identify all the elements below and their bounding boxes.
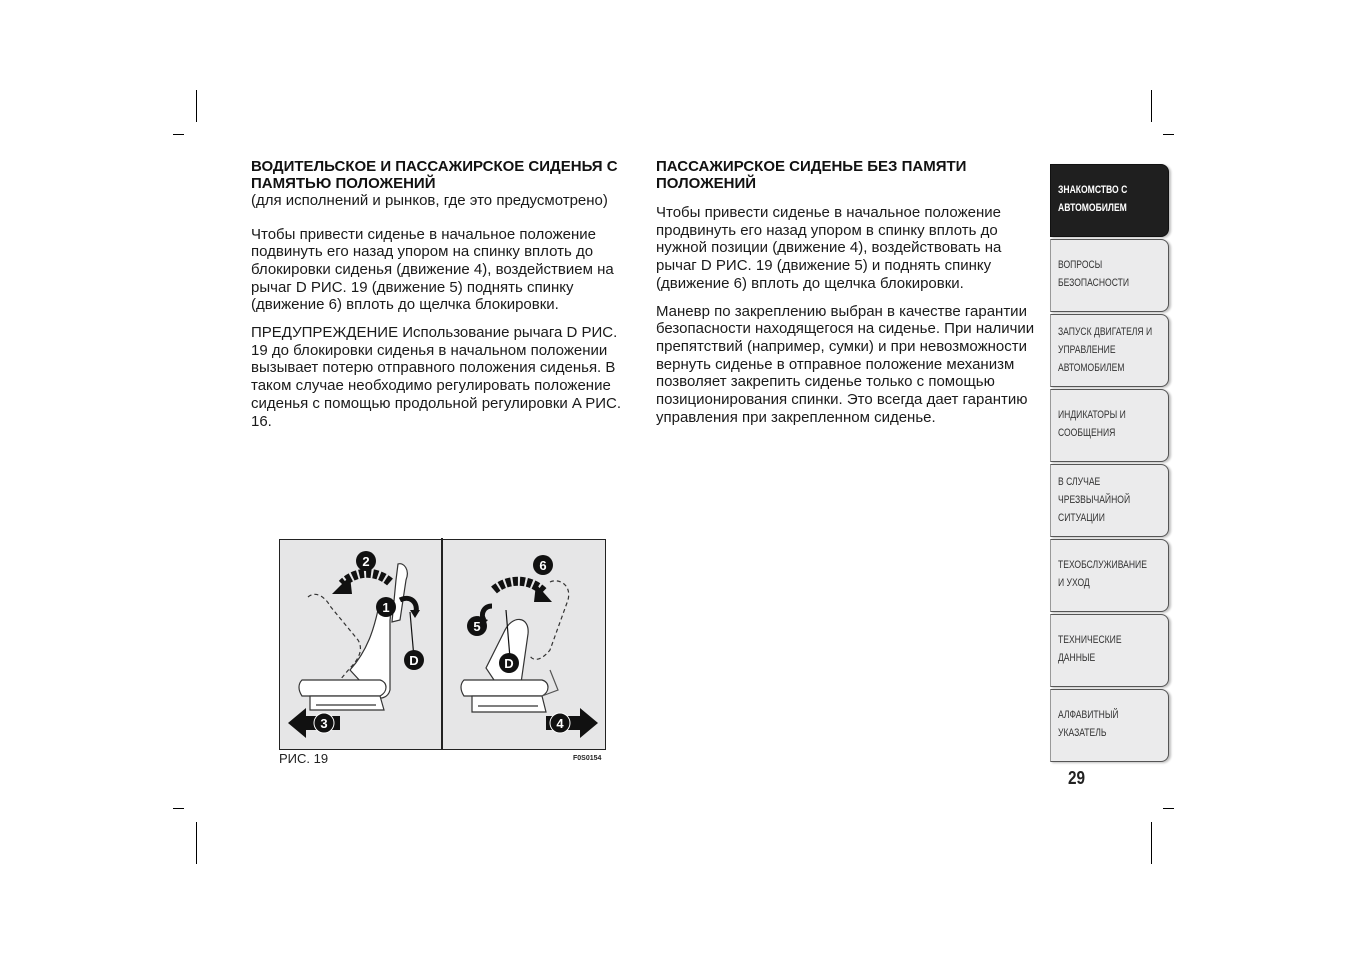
page-number: 29 [1068, 768, 1086, 788]
svg-text:D: D [409, 653, 419, 668]
figure-caption: РИС. 19 [279, 751, 329, 766]
crop-mark [1151, 822, 1152, 864]
body-paragraph: Маневр по закреплению выбран в качестве гарантии безопасности находящегося на сиденье. При наличии препятствий (например, сумки) и при невозможности вернуть сиденье в отправное положение механизм позволяет закрепить сиденье только с помощью позиционирования спинки. Это всегда дает гарантию управления при закрепленном сиденье. [656, 302, 1035, 426]
tab-technical-data[interactable] [1050, 614, 1169, 687]
crop-mark [1163, 808, 1174, 809]
tab-label: ЗАПУСК ДВИГАТЕЛЯ И УПРАВЛЕНИЕ АВТОМОБИЛЕМ [1058, 326, 1153, 374]
callout-d-left [404, 650, 424, 670]
svg-text:2: 2 [362, 554, 370, 569]
body-paragraph: Чтобы привести сиденье в начальное положение подвинуть его назад упором на спинку вплоть до блокировки сиденья (движение 4), воздействием на рычаг D РИС. 19 (движение 5) поднять спинку (движение 6) вплоть до щелчка блокировки. [251, 225, 614, 314]
callout-1 [376, 597, 396, 617]
seat-illustration [280, 540, 607, 751]
tab-label: ВОПРОСЫ БЕЗОПАСНОСТИ [1058, 259, 1130, 289]
crop-mark [196, 90, 197, 122]
crop-mark [1151, 90, 1152, 122]
seat-figure [279, 539, 606, 750]
tab-label: ТЕХОБСЛУЖИВАНИЕ И УХОД [1058, 559, 1147, 589]
body-paragraph: Чтобы привести сиденье в начальное положение продвинуть его назад упором в спинку вплоть до нужной позиции (движение 4), воздействовать на рычаг D РИС. 19 (движение 5) и поднять спинку (движение 6) вплоть до щелчка блокировки. [656, 204, 1002, 292]
chapter-tabs [1050, 164, 1169, 764]
warning-paragraph: ПРЕДУПРЕЖДЕНИЕ Использование рычага D РИС. 19 до блокировки сиденья в начальном положении вызывает потерю отправного положения сиденья. В таком случае необходимо регулировать положение сиденья с помощью продольной регулировки A РИС. 16. [251, 324, 622, 430]
callout-4 [550, 713, 570, 733]
callout-5 [467, 616, 487, 636]
svg-text:4: 4 [556, 716, 564, 731]
tab-maintenance[interactable] [1050, 539, 1169, 612]
section-heading-memory-seats: ВОДИТЕЛЬСКОЕ И ПАССАЖИРСКОЕ СИДЕНЬЯ С ПАМЯТЬЮ ПОЛОЖЕНИЙ [251, 158, 618, 192]
svg-text:5: 5 [473, 619, 481, 634]
tab-index[interactable] [1050, 689, 1169, 762]
figure-code: F0S0154 [573, 755, 602, 762]
tab-label: ТЕХНИЧЕСКИЕ ДАННЫЕ [1058, 634, 1122, 664]
svg-text:6: 6 [539, 558, 547, 573]
svg-text:D: D [504, 656, 514, 671]
tab-indicators[interactable] [1050, 389, 1169, 462]
tab-safety[interactable] [1050, 239, 1169, 312]
callout-d-right [499, 653, 519, 673]
crop-mark [173, 134, 184, 135]
tab-starting-driving[interactable] [1050, 314, 1169, 387]
section-subtitle: (для исполнений и рынков, где это предусмотрено) [251, 192, 608, 209]
tab-label: ЗНАКОМСТВО С АВТОМОБИЛЕМ [1058, 184, 1128, 214]
crop-mark [173, 808, 184, 809]
section-heading-passenger-seat: ПАССАЖИРСКОЕ СИДЕНЬЕ БЕЗ ПАМЯТИ ПОЛОЖЕНИЙ [656, 158, 967, 192]
left-column [251, 158, 633, 440]
crop-mark [1163, 134, 1174, 135]
callout-6 [533, 555, 553, 575]
svg-text:1: 1 [382, 600, 390, 615]
callout-3 [314, 713, 334, 733]
callout-2 [356, 551, 376, 571]
figure-divider [441, 538, 443, 750]
tab-emergency[interactable] [1050, 464, 1169, 537]
tab-label: АЛФАВИТНЫЙ УКАЗАТЕЛЬ [1058, 709, 1119, 739]
right-column [656, 158, 1038, 436]
svg-text:3: 3 [320, 716, 328, 731]
tab-introduction[interactable] [1050, 164, 1169, 237]
crop-mark [196, 822, 197, 864]
tab-label: В СЛУЧАЕ ЧРЕЗВЫЧАЙНОЙ СИТУАЦИИ [1058, 476, 1131, 524]
tab-label: ИНДИКАТОРЫ И СООБЩЕНИЯ [1058, 409, 1126, 439]
